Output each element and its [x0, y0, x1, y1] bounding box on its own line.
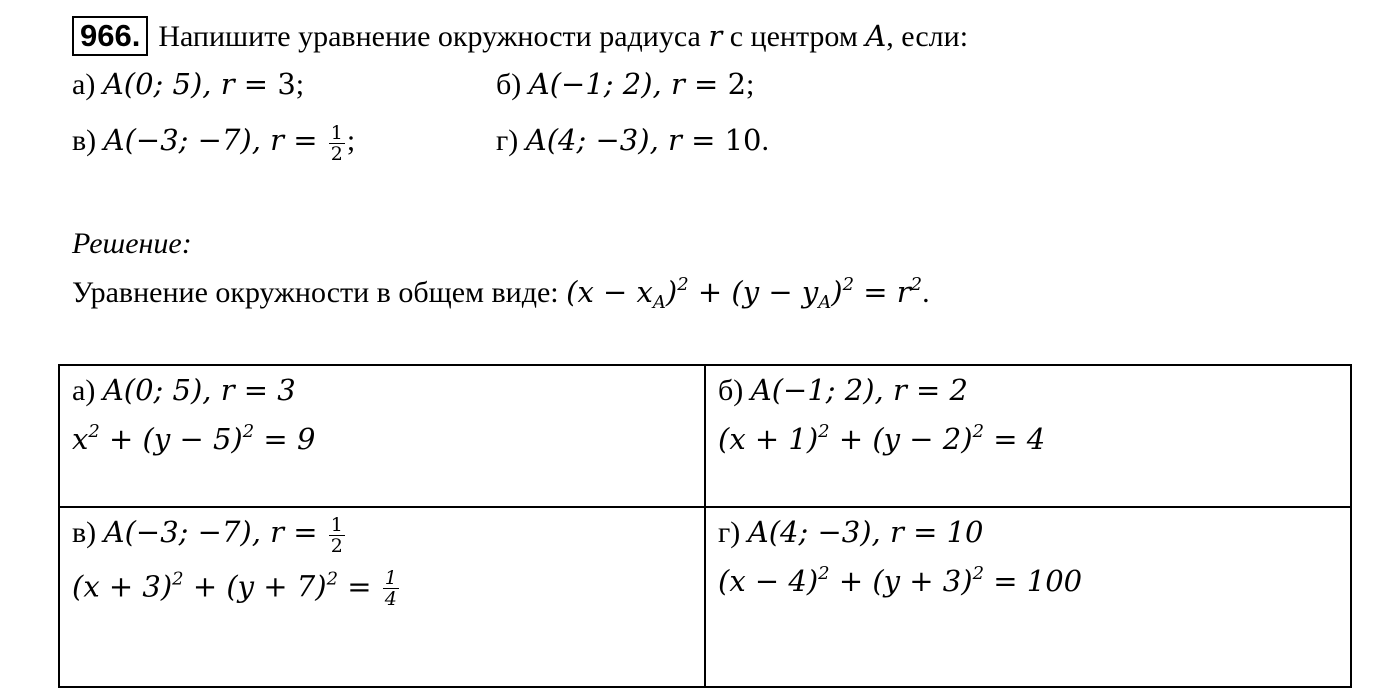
cell-given: A(−3; −7), r = [103, 515, 327, 549]
item-radius-prefix: , r = [652, 67, 728, 101]
item-center: A(4; −3) [525, 123, 650, 157]
item-radius-prefix: , r = [202, 67, 278, 101]
item-label: а) [72, 68, 96, 101]
var-A: A [865, 19, 887, 53]
item-g [496, 122, 769, 159]
general-text: Уравнение окружности в общем виде: [72, 276, 559, 309]
cell-label: г) [718, 516, 741, 549]
item-radius: 2 [727, 67, 747, 101]
item-a [72, 66, 304, 103]
general-formula: $(x - x_A)^2 + (y - y_A)^2 = r^2$ [566, 274, 923, 313]
statement-mid: с центром [729, 20, 858, 53]
cell-given: A(0; 5), r = 3 [102, 373, 296, 407]
radius-fraction [329, 123, 345, 164]
cell-equation: $x^2 + (y - 5)^2 = 9$ [72, 421, 316, 456]
item-center: A(0; 5) [102, 67, 203, 101]
general-equation [72, 274, 930, 311]
statement-end: , если: [886, 20, 969, 53]
cell-v [59, 507, 705, 687]
item-radius: 3 [277, 67, 296, 101]
item-end: ; [295, 68, 305, 101]
equation-fraction: $\frac{1}{4}$ [384, 566, 397, 610]
item-label: г) [496, 124, 519, 157]
item-label: в) [72, 124, 97, 157]
item-center: A(−1; 2) [528, 67, 653, 101]
cell-label: а) [72, 374, 96, 407]
cell-equation: $(x + 1)^2 + (y - 2)^2 = 4$ [718, 421, 1046, 456]
cell-label: б) [718, 374, 744, 407]
cell-equation: $(x + 3)^2 + (y + 7)^2$ = $\frac{1}{4}$ [72, 566, 397, 610]
cell-b [705, 365, 1351, 507]
cell-label: в) [72, 516, 97, 549]
item-v [72, 122, 355, 164]
item-end: ; [746, 68, 755, 101]
item-end: . [761, 124, 770, 157]
cell-given: A(4; −3), r = 10 [747, 515, 984, 549]
fraction-numerator: 1 [330, 121, 343, 144]
item-b [496, 66, 754, 103]
item-label: б) [496, 68, 522, 101]
solution-table [58, 364, 1352, 688]
item-radius: 10 [724, 123, 762, 157]
item-radius-prefix: , r = [649, 123, 725, 157]
problem-number: 966. [72, 16, 148, 56]
var-r: r [708, 19, 723, 53]
item-radius-prefix: , r = [251, 123, 327, 157]
cell-g [705, 507, 1351, 687]
item-center: A(−3; −7) [103, 123, 252, 157]
cell-a [59, 365, 705, 507]
cell-given: A(−1; 2), r = 2 [750, 373, 969, 407]
given-fraction: $\frac{1}{2}$ [330, 513, 343, 557]
fraction-denominator: 2 [330, 142, 343, 165]
cell-equation: $(x - 4)^2 + (y + 3)^2 = 100$ [718, 563, 1083, 598]
formula-end: . [922, 276, 930, 309]
statement-text: Напишите уравнение окружности радиуса [158, 20, 701, 53]
problem-statement [72, 16, 968, 56]
solution-heading: Решение: [72, 227, 192, 260]
item-end: ; [346, 124, 356, 157]
